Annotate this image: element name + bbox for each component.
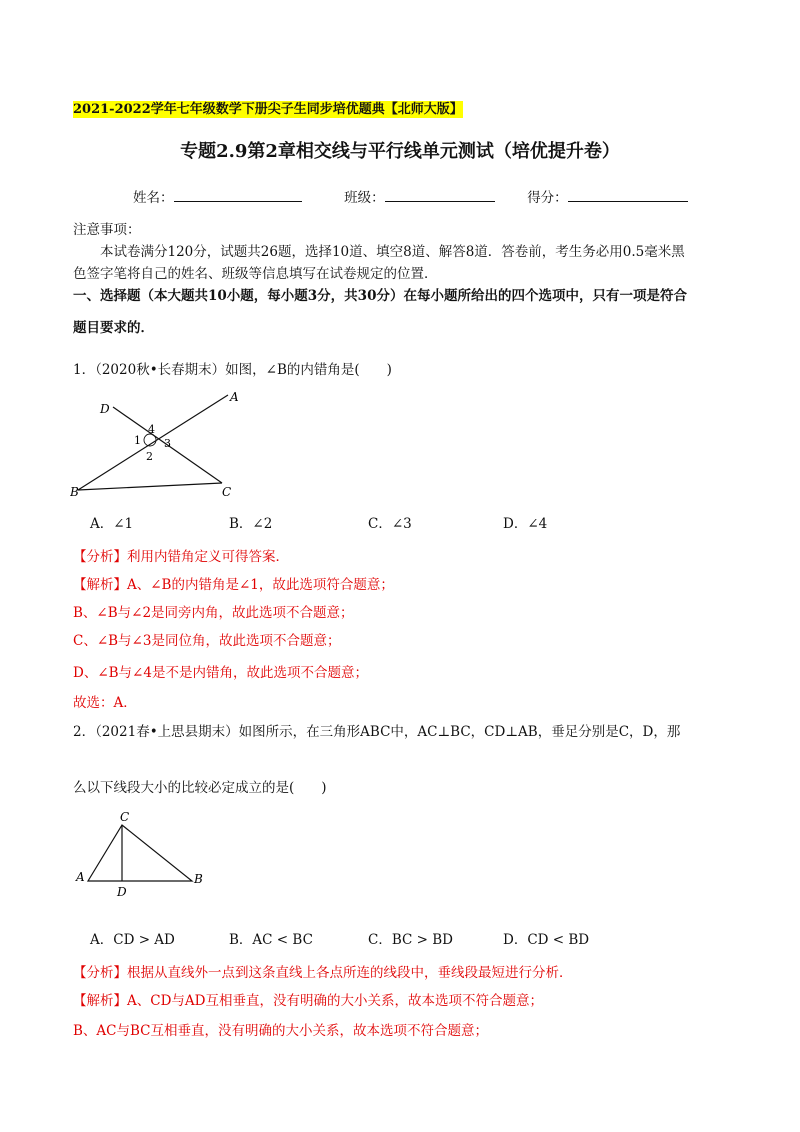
q1-label-b: B bbox=[70, 485, 79, 499]
q2-solution-2: B、AC与BC互相垂直，没有明确的大小关系，故本选项不符合题意； bbox=[73, 1023, 488, 1039]
q2-triangle-abc bbox=[88, 825, 192, 881]
q2-label-c: C bbox=[120, 810, 130, 824]
q1-option-b[interactable]: B．∠2 bbox=[229, 516, 273, 532]
q1-label-3: 3 bbox=[164, 437, 171, 450]
q2-figure bbox=[70, 805, 220, 900]
info-row bbox=[133, 186, 688, 206]
q1-label-c: C bbox=[222, 485, 232, 499]
q2-stem-2: 么以下线段大小的比较必定成立的是( ) bbox=[73, 780, 327, 796]
section-heading-2: 题目要求的． bbox=[73, 320, 154, 336]
q2-solution-1: 【解析】A、CD与AD互相垂直，没有明确的大小关系，故本选项不符合题意； bbox=[73, 993, 543, 1009]
q1-analysis: 【分析】利用内错角定义可得答案． bbox=[73, 549, 289, 565]
score-label: 得分： bbox=[527, 190, 568, 206]
q1-solution-4: D、∠B与∠4是不是内错角，故此选项不合题意； bbox=[73, 665, 368, 681]
q2-stem-1: 2．（2021春•上思县期末）如图所示，在三角形ABC中，AC⊥BC，CD⊥AB，垂足分别是C，D，那 bbox=[73, 724, 681, 740]
notes-line-2: 色签字笔将自己的姓名、班级等信息填写在试卷规定的位置． bbox=[73, 266, 438, 282]
header-series bbox=[73, 98, 463, 117]
q2-label-a: A bbox=[76, 870, 85, 884]
q2-analysis: 【分析】根据从直线外一点到这条直线上各点所连的线段中，垂线段最短进行分析． bbox=[73, 965, 573, 981]
class-label: 班级： bbox=[344, 190, 385, 206]
q2-option-a[interactable]: A．CD > AD bbox=[90, 932, 175, 948]
header-text: 2021-2022学年七年级数学下册尖子生同步培优题典【北师大版】 bbox=[73, 102, 463, 117]
q2-option-b[interactable]: B．AC < BC bbox=[229, 932, 313, 948]
score-field[interactable] bbox=[568, 189, 688, 202]
name-field[interactable] bbox=[174, 189, 302, 202]
q1-option-c[interactable]: C．∠3 bbox=[368, 516, 412, 532]
q2-label-d: D bbox=[117, 885, 127, 899]
q1-label-1: 1 bbox=[134, 434, 141, 447]
q1-label-a: A bbox=[230, 390, 239, 404]
q1-label-d: D bbox=[100, 402, 110, 416]
q1-figure bbox=[70, 385, 250, 500]
section-heading-1: 一、选择题（本大题共10小题，每小题3分，共30分）在每小题所给出的四个选项中，只有一项是符合 bbox=[73, 288, 687, 304]
q1-line-bc bbox=[78, 483, 222, 490]
q1-option-a[interactable]: A．∠1 bbox=[90, 516, 134, 532]
q2-label-b: B bbox=[194, 872, 203, 886]
notes-line-1: 本试卷满分120分，试题共26题，选择10道、填空8道、解答8道．答卷前，考生务必用0.5毫米黑 bbox=[100, 244, 685, 260]
name-label: 姓名： bbox=[133, 190, 174, 206]
q1-stem: 1．（2020秋•长春期末）如图，∠B的内错角是( ) bbox=[73, 362, 392, 378]
q1-solution-5: 故选：A． bbox=[73, 695, 137, 711]
q1-label-2: 2 bbox=[146, 450, 153, 463]
page-title: 专题2.9第2章相交线与平行线单元测试（培优提升卷） bbox=[180, 141, 620, 162]
q1-solution-2: B、∠B与∠2是同旁内角，故此选项不合题意； bbox=[73, 605, 354, 621]
notes-heading: 注意事项： bbox=[73, 222, 141, 238]
class-field[interactable] bbox=[385, 189, 495, 202]
q1-option-d[interactable]: D．∠4 bbox=[503, 516, 548, 532]
q2-option-c[interactable]: C．BC > BD bbox=[368, 932, 453, 948]
q1-solution-1: 【解析】A、∠B的内错角是∠1，故此选项符合题意； bbox=[73, 577, 394, 593]
q2-option-d[interactable]: D．CD < BD bbox=[503, 932, 590, 948]
q1-solution-3: C、∠B与∠3是同位角，故此选项不合题意； bbox=[73, 633, 341, 649]
q1-label-4: 4 bbox=[148, 423, 155, 436]
